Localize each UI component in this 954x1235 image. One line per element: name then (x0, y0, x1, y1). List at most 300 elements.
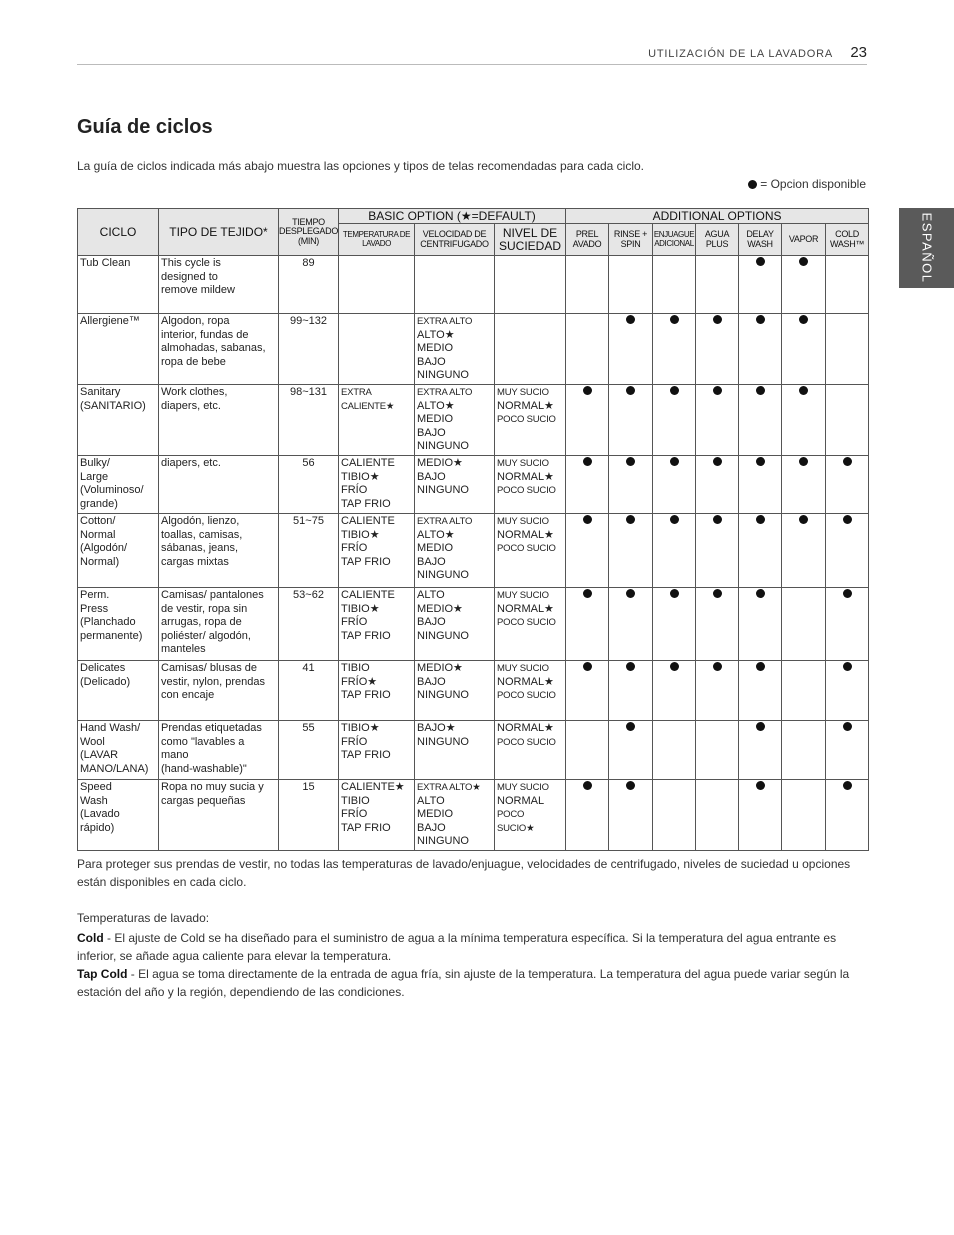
header-prelavado (566, 224, 609, 256)
available-dot-icon (670, 662, 679, 671)
cell-ciclo (78, 661, 159, 721)
cell-tipo-tejido-line: mano (161, 749, 189, 762)
cell-ciclo-line: (Delicado) (80, 675, 131, 688)
cell-ciclo-line: rápido) (80, 821, 115, 834)
header-tiempo-line3: (MIN) (298, 235, 319, 246)
cell-agua-plus (696, 456, 739, 514)
header-additional-options: ADDITIONAL OPTIONS (566, 209, 869, 224)
cell-ciclo-line: Wash (80, 794, 108, 807)
cell-enjuague (653, 661, 696, 721)
cell-velocidad-line: BAJO (417, 675, 446, 688)
available-dot-icon (713, 589, 722, 598)
cell-tipo-tejido-line: (hand-washable)" (161, 762, 247, 775)
cell-cold-wash (826, 314, 869, 385)
cell-temperatura-line: FRÍO (341, 808, 368, 821)
cell-tipo-tejido-line: cargas mixtas (161, 555, 229, 568)
cell-velocidad-line: BAJO (417, 555, 446, 568)
available-dot-icon (626, 386, 635, 395)
page-title: Guía de ciclos (77, 116, 213, 138)
cell-velocidad (415, 780, 495, 851)
cell-temperatura-line: TIBIO★ (341, 528, 380, 541)
available-dot-icon (626, 515, 635, 524)
cell-nivel (495, 514, 566, 588)
table-row (78, 514, 869, 588)
cell-nivel-line: MUY SUCIO (497, 516, 549, 527)
cell-tipo-tejido-line: Prendas etiquetadas (161, 722, 262, 734)
header-velocidad-line1: VELOCIDAD DE (422, 229, 487, 240)
available-dot-icon (583, 662, 592, 671)
cell-nivel-line: MUY SUCIO (497, 782, 549, 793)
cell-ciclo (78, 314, 159, 385)
cell-rinse-spin (609, 721, 653, 780)
cell-nivel (495, 721, 566, 780)
cell-velocidad-line: NINGUNO (417, 484, 469, 497)
available-dot-icon (626, 589, 635, 598)
cell-nivel-line: POCO SUCIO (497, 414, 556, 426)
cell-nivel-line: POCO SUCIO (497, 485, 556, 497)
legend (748, 177, 866, 191)
section-title: UTILIZACIÓN DE LA LAVADORA (648, 48, 833, 60)
cell-velocidad-line: MEDIO (417, 413, 454, 426)
table-row (78, 721, 869, 780)
cell-nivel-line: MUY SUCIO (497, 387, 549, 398)
legend-dot-icon (748, 180, 757, 189)
available-dot-icon (843, 781, 852, 790)
cell-velocidad-line: NINGUNO (417, 735, 469, 748)
table-row (78, 661, 869, 721)
cell-tiempo: 53~62 (279, 588, 339, 661)
cell-agua-plus (696, 385, 739, 456)
cell-ciclo-line: Bulky/ (80, 457, 110, 469)
available-dot-icon (713, 515, 722, 524)
available-dot-icon (670, 589, 679, 598)
cell-temperatura (339, 456, 415, 514)
cell-ciclo-line: Perm. (80, 589, 110, 601)
cell-velocidad-line: BAJO (417, 821, 446, 834)
intro-text: La guía de ciclos indicada más abajo muestra las opciones y tipos de telas recomendadas para cada ciclo. (77, 159, 644, 173)
cell-temperatura-line: CALIENTE (341, 457, 395, 469)
cell-rinse-spin (609, 314, 653, 385)
cell-velocidad (415, 256, 495, 314)
cell-nivel (495, 256, 566, 314)
cell-enjuague (653, 385, 696, 456)
tap-cold-text: - El agua se toma directamente de la entrada de agua fría, sin ajuste de la temperatura. La temperatura del agua puede variar según la estación del año y la región, dependiendo de las condiciones. (77, 967, 850, 999)
header-nivel (495, 224, 566, 256)
cell-prelavado (566, 514, 609, 588)
cell-tipo-tejido-line: Algodón, lienzo, (161, 515, 240, 527)
cell-delay-wash (739, 780, 782, 851)
cell-velocidad-line: BAJO★ (417, 722, 456, 734)
available-dot-icon (626, 315, 635, 324)
cell-velocidad-line: EXTRA ALTO★ (417, 782, 481, 793)
available-dot-icon (843, 515, 852, 524)
cell-ciclo-line: Speed (80, 781, 112, 793)
available-dot-icon (756, 257, 765, 266)
cell-velocidad-line: NINGUNO (417, 629, 469, 642)
cell-ciclo-line: (SANITARIO) (80, 399, 146, 412)
cell-vapor (782, 721, 826, 780)
available-dot-icon (670, 315, 679, 324)
header-delay-line2: WASH (747, 238, 773, 249)
available-dot-icon (756, 589, 765, 598)
cell-temperatura (339, 385, 415, 456)
cell-temperatura (339, 780, 415, 851)
cell-velocidad (415, 661, 495, 721)
cell-tiempo: 41 (279, 661, 339, 721)
available-dot-icon (756, 781, 765, 790)
cell-agua-plus (696, 514, 739, 588)
table-row (78, 385, 869, 456)
header-tiempo-line2: DESPLEGADO (279, 226, 339, 237)
cell-nivel-line: NORMAL★ (497, 470, 554, 483)
cell-vapor (782, 456, 826, 514)
available-dot-icon (583, 386, 592, 395)
cell-tipo-tejido (159, 588, 279, 661)
cell-tipo-tejido (159, 456, 279, 514)
cell-ciclo-line: (Planchado (80, 616, 136, 629)
cell-temperatura-line: FRÍO (341, 484, 368, 497)
language-tab (899, 208, 954, 288)
header-agua-plus (696, 224, 739, 256)
cell-tipo-tejido-line: diapers, etc. (161, 457, 221, 469)
cell-tiempo: 51~75 (279, 514, 339, 588)
available-dot-icon (843, 722, 852, 731)
cell-prelavado (566, 314, 609, 385)
available-dot-icon (843, 589, 852, 598)
cell-ciclo-line: Tub Clean (80, 257, 131, 269)
cell-temperatura-line: TAP FRIO (341, 689, 391, 702)
cell-ciclo-line: (Lavado (80, 808, 120, 821)
cell-nivel (495, 661, 566, 721)
cell-nivel-line: MUY SUCIO (497, 458, 549, 469)
cell-ciclo-line: Sanitary (80, 386, 121, 398)
cell-prelavado (566, 780, 609, 851)
cell-velocidad-line: ALTO (417, 794, 445, 807)
cell-velocidad-line: NINGUNO (417, 569, 469, 582)
cell-tipo-tejido-line: Camisas/ blusas de (161, 662, 257, 674)
header-rinse-line1: RINSE + (613, 229, 648, 240)
header-prelavado-line1: PREL (575, 229, 599, 240)
cell-velocidad-line: BAJO (417, 426, 446, 439)
cell-cold-wash (826, 256, 869, 314)
cell-ciclo (78, 514, 159, 588)
cell-cold-wash (826, 456, 869, 514)
available-dot-icon (799, 515, 808, 524)
cell-nivel-line: POCO SUCIO (497, 617, 556, 629)
tap-cold-label: Tap Cold (77, 967, 128, 981)
cell-velocidad-line: MEDIO (417, 342, 454, 355)
available-dot-icon (756, 722, 765, 731)
cell-temperatura-line: CALIENTE★ (341, 781, 405, 793)
cell-agua-plus (696, 721, 739, 780)
cell-enjuague (653, 588, 696, 661)
cell-tipo-tejido (159, 721, 279, 780)
cell-velocidad-line: NINGUNO (417, 689, 469, 702)
available-dot-icon (799, 457, 808, 466)
cell-enjuague (653, 514, 696, 588)
cell-temperatura (339, 256, 415, 314)
cell-tipo-tejido-line: arrugas, ropa de (161, 616, 242, 629)
cell-velocidad (415, 385, 495, 456)
cell-ciclo (78, 385, 159, 456)
cell-agua-plus (696, 661, 739, 721)
cell-tipo-tejido-line: diapers, etc. (161, 399, 221, 412)
table-row (78, 314, 869, 385)
page-number: 23 (850, 44, 867, 61)
cell-ciclo (78, 588, 159, 661)
cell-delay-wash (739, 256, 782, 314)
available-dot-icon (756, 457, 765, 466)
header-cold-line1: COLD (835, 229, 859, 240)
availability-note: Para proteger sus prendas de vestir, no todas las temperaturas de lavado/enjuague, velocidades de centrifugado, niveles de suciedad u opciones están disponibles en cada ciclo. (77, 857, 851, 889)
cell-enjuague (653, 314, 696, 385)
cell-tipo-tejido-line: vestir, nylon, prendas (161, 675, 265, 688)
available-dot-icon (799, 386, 808, 395)
cell-prelavado (566, 661, 609, 721)
cell-ciclo-line: Cotton/ (80, 515, 116, 527)
cell-vapor (782, 588, 826, 661)
cell-tiempo: 98~131 (279, 385, 339, 456)
cell-vapor (782, 314, 826, 385)
cell-tipo-tejido-line: interior, fundas de (161, 328, 249, 341)
header-tiempo (279, 209, 339, 256)
cell-velocidad (415, 314, 495, 385)
cell-velocidad (415, 514, 495, 588)
header-tipo-tejido: TIPO DE TEJIDO* (159, 209, 279, 256)
cell-vapor (782, 514, 826, 588)
cell-tipo-tejido-line: como "lavables a (161, 735, 245, 748)
cell-temperatura-line: FRÍO★ (341, 675, 378, 688)
cell-ciclo-line: MANO/LANA) (80, 762, 149, 775)
cell-rinse-spin (609, 780, 653, 851)
available-dot-icon (713, 386, 722, 395)
available-dot-icon (670, 386, 679, 395)
cell-agua-plus (696, 314, 739, 385)
cell-tiempo: 99~132 (279, 314, 339, 385)
cell-tipo-tejido-line: Camisas/ pantalones (161, 589, 264, 601)
cell-ciclo (78, 721, 159, 780)
cell-agua-plus (696, 780, 739, 851)
available-dot-icon (626, 722, 635, 731)
cell-ciclo-line: Hand Wash/ (80, 722, 141, 734)
table-row (78, 456, 869, 514)
table-row (78, 256, 869, 314)
cell-velocidad-line: ALTO★ (417, 399, 455, 412)
cell-cold-wash (826, 588, 869, 661)
cell-temperatura-line: TAP FRIO (341, 555, 391, 568)
cell-rinse-spin (609, 256, 653, 314)
cell-ciclo-line: (Voluminoso/ (80, 484, 144, 497)
header-enjuague-line1: ENJUAGUE (653, 230, 695, 240)
available-dot-icon (799, 257, 808, 266)
cell-delay-wash (739, 661, 782, 721)
available-dot-icon (670, 457, 679, 466)
header-agua-line1: AGUA (704, 229, 730, 240)
header-tiempo-line1: TIEMPO (292, 216, 325, 227)
cell-tipo-tejido-line: designed to (161, 270, 218, 283)
cell-velocidad-line: EXTRA ALTO (417, 316, 473, 327)
available-dot-icon (756, 515, 765, 524)
header-velocidad (415, 224, 495, 256)
cell-temperatura-line: FRÍO (341, 542, 368, 555)
cell-rinse-spin (609, 588, 653, 661)
cell-temperatura-line: FRÍO (341, 735, 368, 748)
cell-velocidad-line: NINGUNO (417, 835, 469, 848)
available-dot-icon (583, 457, 592, 466)
cell-ciclo-line: Press (80, 602, 109, 615)
cell-temperatura-line: TIBIO★ (341, 470, 380, 483)
cell-velocidad (415, 588, 495, 661)
header-cold-line2: WASH™ (829, 238, 865, 249)
temperatures-heading: Temperaturas de lavado: (77, 911, 210, 925)
cell-nivel-line: NORMAL★ (497, 399, 554, 412)
cell-velocidad-line: NINGUNO (417, 440, 469, 453)
cell-velocidad-line: MEDIO (417, 542, 454, 555)
cell-ciclo-line: (LAVAR (80, 749, 119, 762)
header-temperatura-line2: LAVADO (362, 238, 391, 248)
cell-prelavado (566, 721, 609, 780)
cell-ciclo-line: permanente) (80, 629, 143, 642)
available-dot-icon (843, 662, 852, 671)
cell-tipo-tejido-line: This cycle is (161, 257, 221, 269)
header-velocidad-line2: CENTRIFUGADO (420, 238, 489, 249)
cell-rinse-spin (609, 385, 653, 456)
cell-temperatura-line: EXTRA CALIENTE★ (341, 387, 395, 412)
header-ciclo: CICLO (78, 209, 159, 256)
cell-temperatura-line: TAP FRIO (341, 629, 391, 642)
cell-tiempo: 56 (279, 456, 339, 514)
cell-delay-wash (739, 385, 782, 456)
cell-ciclo-line: Normal (80, 528, 116, 541)
header-nivel-line2: SUCIEDAD (498, 238, 561, 253)
cell-delay-wash (739, 514, 782, 588)
cell-nivel-line: NORMAL (497, 794, 545, 807)
header-enjuague (653, 224, 696, 256)
cell-velocidad-line: MEDIO★ (417, 457, 463, 469)
cell-tipo-tejido (159, 514, 279, 588)
cell-temperatura-line: TAP FRIO (341, 821, 391, 834)
available-dot-icon (626, 781, 635, 790)
cell-tipo-tejido-line: sábanas, jeans, (161, 542, 239, 555)
cycle-rows (78, 256, 869, 851)
cell-velocidad-line: BAJO (417, 616, 446, 629)
cell-vapor (782, 385, 826, 456)
header-cold-wash (826, 224, 869, 256)
cell-temperatura-line: CALIENTE (341, 515, 395, 527)
cold-text: - El ajuste de Cold se ha diseñado para el suministro de agua a la mínima temperatura específica. Si la temperatura del agua entrante es inferior, se añade agua caliente para elevar la temperatura. (77, 931, 837, 963)
cell-temperatura-line: TIBIO★ (341, 722, 380, 734)
cell-nivel-line: MUY SUCIO (497, 663, 549, 674)
cell-temperatura-line: TAP FRIO (341, 749, 391, 762)
cell-temperatura (339, 661, 415, 721)
cell-tiempo: 15 (279, 780, 339, 851)
cell-velocidad-line: BAJO (417, 470, 446, 483)
cell-ciclo-line: Wool (80, 735, 105, 748)
cell-temperatura-line: FRÍO (341, 616, 368, 629)
cell-tiempo: 89 (279, 256, 339, 314)
cell-vapor (782, 256, 826, 314)
cell-delay-wash (739, 314, 782, 385)
cell-nivel-line: POCO SUCIO (497, 736, 556, 748)
header-rinse-line2: SPIN (620, 238, 641, 249)
cell-ciclo-line: Large (80, 470, 109, 483)
cell-tipo-tejido-line: cargas pequeñas (161, 794, 246, 807)
cell-nivel-line: POCO SUCIO (497, 543, 556, 555)
cell-enjuague (653, 780, 696, 851)
cell-enjuague (653, 721, 696, 780)
cell-nivel (495, 588, 566, 661)
cell-ciclo-line: Delicates (80, 662, 126, 674)
cell-tipo-tejido-line: toallas, camisas, (161, 528, 243, 541)
cell-enjuague (653, 456, 696, 514)
available-dot-icon (583, 781, 592, 790)
available-dot-icon (713, 662, 722, 671)
cold-label: Cold (77, 931, 104, 945)
cell-velocidad (415, 721, 495, 780)
table-row (78, 588, 869, 661)
cell-delay-wash (739, 721, 782, 780)
cell-temperatura (339, 514, 415, 588)
cell-tipo-tejido-line: Algodon, ropa (161, 315, 230, 327)
cell-prelavado (566, 588, 609, 661)
cell-tipo-tejido-line: Work clothes, (161, 386, 228, 398)
available-dot-icon (799, 315, 808, 324)
cell-tipo-tejido-line: manteles (161, 643, 206, 656)
cell-rinse-spin (609, 514, 653, 588)
cell-tiempo: 55 (279, 721, 339, 780)
legend-label: = Opcion disponible (760, 177, 866, 191)
cell-temperatura-line: CALIENTE (341, 589, 395, 601)
cell-temperatura (339, 721, 415, 780)
cell-tipo-tejido-line: con encaje (161, 689, 215, 702)
cell-cold-wash (826, 780, 869, 851)
header-temperatura (339, 224, 415, 256)
cell-tipo-tejido (159, 780, 279, 851)
cell-ciclo-line: Allergiene™ (80, 315, 140, 327)
cell-rinse-spin (609, 456, 653, 514)
cell-nivel (495, 456, 566, 514)
cell-prelavado (566, 456, 609, 514)
available-dot-icon (756, 386, 765, 395)
available-dot-icon (583, 515, 592, 524)
available-dot-icon (713, 457, 722, 466)
cell-cold-wash (826, 385, 869, 456)
header-temperatura-line1: TEMPERATURA DE (342, 230, 411, 240)
cell-temperatura-line: TIBIO★ (341, 602, 380, 615)
available-dot-icon (626, 457, 635, 466)
cell-tipo-tejido-line: poliéster/ algodón, (161, 629, 251, 642)
language-tab-label: ESPAÑOL (919, 212, 934, 284)
cell-nivel-line: POCO SUCIO (497, 690, 556, 702)
cell-velocidad-line: NINGUNO (417, 369, 469, 382)
cycle-guide-table (77, 208, 869, 851)
cell-velocidad-line: ALTO★ (417, 528, 455, 541)
table-row (78, 780, 869, 851)
cold-paragraph (77, 929, 867, 965)
cell-nivel (495, 314, 566, 385)
cell-tipo-tejido (159, 256, 279, 314)
available-dot-icon (756, 662, 765, 671)
cell-velocidad-line: BAJO (417, 355, 446, 368)
cell-nivel-line: NORMAL★ (497, 528, 554, 541)
cell-enjuague (653, 256, 696, 314)
cell-rinse-spin (609, 661, 653, 721)
cell-nivel-line: POCO SUCIO★ (497, 809, 535, 834)
header-agua-line2: PLUS (705, 238, 729, 249)
cell-ciclo (78, 256, 159, 314)
cell-prelavado (566, 256, 609, 314)
available-dot-icon (670, 515, 679, 524)
